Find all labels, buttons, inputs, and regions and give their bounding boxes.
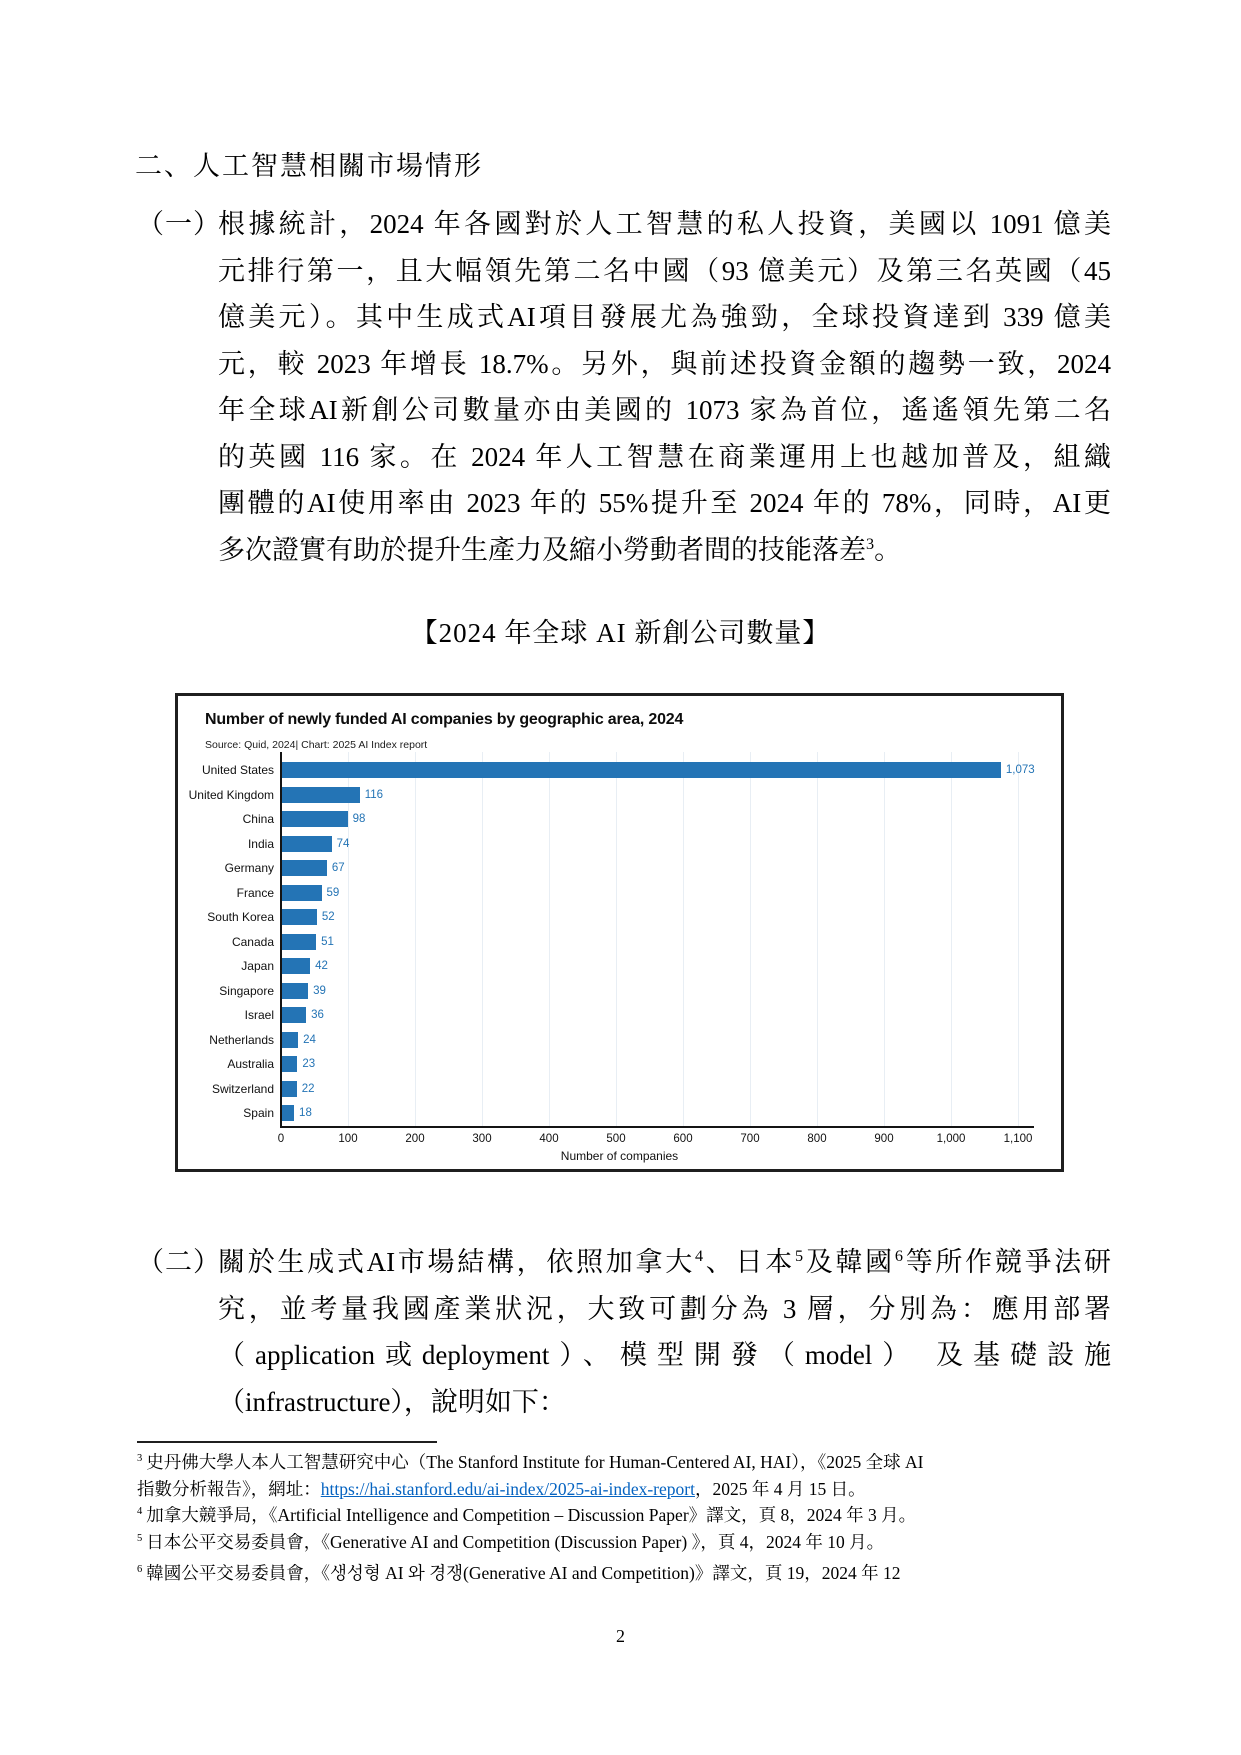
footnote-5-marker: 5 xyxy=(137,1532,143,1544)
category-label: France xyxy=(236,885,274,900)
footnote-ref-3: 3 xyxy=(866,534,875,553)
bar xyxy=(282,1081,297,1097)
bar-value-label: 1,073 xyxy=(1005,764,1035,777)
chart-bar-row xyxy=(178,1028,1046,1053)
footnote-6 xyxy=(137,1560,1117,1587)
bar xyxy=(282,836,332,852)
paragraph-2 xyxy=(134,1239,1111,1425)
footnotes xyxy=(137,1449,1117,1587)
paragraph-1-marker: （一） xyxy=(137,209,221,239)
footnote-3-text: ，2025 年 4 月 15 日。 xyxy=(694,1478,866,1499)
paragraph-2-marker: （二） xyxy=(137,1247,221,1277)
chart-bar-row xyxy=(178,954,1046,979)
bar-value-label: 59 xyxy=(326,886,340,899)
bar-track xyxy=(282,983,1046,999)
chart-bar-row xyxy=(178,832,1046,857)
chart-title: Number of newly funded AI companies by geographic area, 2024 xyxy=(205,711,684,728)
chart-bar-row xyxy=(178,758,1046,783)
paragraph-2-text: 及韓國 xyxy=(803,1247,895,1277)
footnote-6-marker: 6 xyxy=(137,1564,143,1576)
bar-value-label: 51 xyxy=(321,935,334,948)
bar xyxy=(282,885,322,901)
x-tick-label: 200 xyxy=(405,1133,425,1145)
chart-bar-row xyxy=(178,1101,1046,1126)
bar-value-label: 23 xyxy=(302,1058,316,1071)
footnote-separator xyxy=(137,1441,437,1443)
category-label: United Kingdom xyxy=(188,787,274,802)
paragraph-2-text: 、日本 xyxy=(703,1247,795,1277)
paragraph-1-line xyxy=(218,527,1111,574)
bar-track xyxy=(282,860,1046,876)
bar-track xyxy=(282,811,1046,827)
category-label: Israel xyxy=(244,1008,274,1023)
chart-bar-row xyxy=(178,783,1046,808)
chart-bar-row xyxy=(178,881,1046,906)
paragraph-1-last-text: 多次證實有助於提升生產力及縮小勞動者間的技能落差 xyxy=(218,534,866,565)
bar-track xyxy=(282,787,1046,803)
chart-xticks xyxy=(277,1133,1033,1147)
bar-track xyxy=(282,1105,1046,1121)
x-tick-label: 600 xyxy=(673,1133,693,1145)
bar-value-label: 67 xyxy=(331,862,345,875)
paragraph-2-line: （application或deployment）、模型開發（model） 及基礎設施 xyxy=(218,1340,1111,1370)
paragraph-2-text: 關於生成式AI市場結構，依照加拿大 xyxy=(218,1247,695,1277)
chart-source: Source: Quid, 2024| Chart: 2025 AI Index report xyxy=(205,739,428,751)
bar-value-label: 22 xyxy=(301,1082,315,1095)
x-tick-label: 1,100 xyxy=(1003,1133,1033,1145)
bar-track xyxy=(282,762,1046,778)
chart-bar-row xyxy=(178,979,1046,1004)
paragraph-1 xyxy=(134,201,1111,573)
footnote-ref-5: 5 xyxy=(794,1247,804,1265)
footnote-ref-6: 6 xyxy=(894,1247,903,1265)
bar-track xyxy=(282,958,1046,974)
paragraph-1-line: 根據統計，2024 年各國對於人工智慧的私人投資，美國以 1091 億美 xyxy=(218,209,1111,239)
bar xyxy=(282,1032,298,1048)
bar-track xyxy=(282,1032,1046,1048)
category-label: Spain xyxy=(243,1106,274,1121)
bar-track xyxy=(282,1007,1046,1023)
bar-value-label: 98 xyxy=(352,813,366,826)
paragraph-1-line: 年全球AI新創公司數量亦由美國的 1073 家為首位，遙遙領先第二名 xyxy=(218,395,1111,425)
bar-value-label: 39 xyxy=(313,984,326,997)
category-label: Switzerland xyxy=(211,1081,274,1096)
footnote-3-line-1 xyxy=(137,1449,1117,1476)
bar-track xyxy=(282,836,1046,852)
category-label: Netherlands xyxy=(209,1032,274,1047)
bar xyxy=(282,934,316,950)
bar-track xyxy=(282,1056,1046,1072)
footnote-6-text: 韓國公平交易委員會，《생성형 AI 와 경쟁(Generative AI and Competition)》譯文，頁 19，2024 年 12 xyxy=(146,1563,901,1583)
paragraph-1-line: 億美元）。其中生成式AI項目發展尤為強勁，全球投資達到 339 億美 xyxy=(218,302,1111,332)
footnote-3-text: 指數分析報告》，網址： xyxy=(137,1478,321,1499)
chart-rows xyxy=(178,758,1046,1126)
bar-track xyxy=(282,885,1046,901)
x-tick-label: 800 xyxy=(807,1133,827,1145)
bar-value-label: 116 xyxy=(364,788,384,801)
chart-bar-row xyxy=(178,1003,1046,1028)
bar-value-label: 52 xyxy=(321,911,335,924)
footnote-5 xyxy=(137,1529,1117,1556)
chart-bar-row xyxy=(178,905,1046,930)
paragraph-1-last-punct: 。 xyxy=(874,534,902,565)
bar xyxy=(282,860,327,876)
bar xyxy=(282,983,308,999)
chart-x-axis-line xyxy=(281,1126,1034,1128)
category-label: Japan xyxy=(241,959,274,974)
chart-bar-row xyxy=(178,856,1046,881)
x-tick-label: 900 xyxy=(874,1133,894,1145)
section-heading: 二、人工智慧相關市場情形 xyxy=(135,151,483,181)
x-tick-label: 400 xyxy=(539,1133,559,1145)
bar-track xyxy=(282,909,1046,925)
bar-value-label: 74 xyxy=(336,837,350,850)
category-label: Germany xyxy=(224,861,274,876)
bar-value-label: 36 xyxy=(311,1009,324,1022)
category-label: Singapore xyxy=(219,983,274,998)
paragraph-1-line: 元排行第一，且大幅領先第二名中國（93 億美元）及第三名英國（45 xyxy=(218,255,1111,286)
bar-track xyxy=(282,934,1046,950)
footnote-4-marker: 4 xyxy=(137,1506,143,1518)
paragraph-2-line: （infrastructure），說明如下： xyxy=(218,1386,566,1417)
footnote-4-text: 加拿大競爭局，《Artificial Intelligence and Competition – Discussion Paper》譯文，頁 8，2024 年 3 月。 xyxy=(146,1505,917,1525)
bar-value-label: 24 xyxy=(303,1033,316,1046)
x-tick-label: 1,000 xyxy=(936,1133,966,1145)
paragraph-1-line: 的英國 116 家。在 2024 年人工智慧在商業運用上也越加普及，組織 xyxy=(218,441,1111,472)
footnote-5-text: 日本公平交易委員會，《Generative AI and Competition (Discussion Paper) 》，頁 4，2024 年 10 月。 xyxy=(146,1531,885,1552)
figure-title: 【2024 年全球 AI 新創公司數量】 xyxy=(410,618,831,648)
chart-bar-row xyxy=(178,1077,1046,1102)
paragraph-1-line: 元，較 2023 年增長 18.7%。另外，與前述投資金額的趨勢一致，2024 xyxy=(218,348,1111,379)
bar xyxy=(282,1007,306,1023)
bar xyxy=(282,1056,297,1072)
footnote-3-line-2 xyxy=(137,1476,1117,1503)
category-label: India xyxy=(247,836,274,851)
bar-value-label: 42 xyxy=(315,960,328,973)
paragraph-2-line xyxy=(218,1239,1111,1286)
paragraph-2-line: 究，並考量我國產業狀況，大致可劃分為 3 層，分別為：應用部署 xyxy=(218,1293,1111,1324)
bar xyxy=(282,958,310,974)
category-label: Canada xyxy=(231,934,274,949)
bar-value-label: 18 xyxy=(299,1107,312,1120)
bar xyxy=(282,1105,294,1121)
paragraph-1-line: 團體的AI使用率由 2023 年的 55%提升至 2024 年的 78%，同時，AI更 xyxy=(218,488,1111,518)
chart-bar-row xyxy=(178,930,1046,955)
x-tick-label: 100 xyxy=(338,1133,358,1145)
paragraph-2-text: 等所作競爭法研 xyxy=(903,1247,1112,1277)
footnote-3-marker: 3 xyxy=(137,1453,143,1465)
footnote-3-hyperlink[interactable]: https://hai.stanford.edu/ai-index/2025-ai-index-report xyxy=(320,1478,695,1499)
footnote-3-text: 史丹佛大學人本人工智慧研究中心（The Stanford Institute for Human-Centered AI, HAI），《2025 全球 AI xyxy=(146,1452,924,1472)
x-tick-label: 0 xyxy=(277,1133,285,1145)
footnote-ref-4: 4 xyxy=(694,1247,704,1265)
bar xyxy=(282,909,317,925)
bar xyxy=(282,762,1001,778)
category-label: Australia xyxy=(227,1057,274,1072)
category-label: United States xyxy=(201,763,274,778)
x-tick-label: 300 xyxy=(472,1133,492,1145)
chart-bar-row xyxy=(178,807,1046,832)
chart-bar-row xyxy=(178,1052,1046,1077)
page-number: 2 xyxy=(616,1626,625,1646)
bar xyxy=(282,787,360,803)
category-label: South Korea xyxy=(207,910,274,925)
bar xyxy=(282,811,348,827)
x-tick-label: 500 xyxy=(606,1133,626,1145)
x-tick-label: 700 xyxy=(740,1133,760,1145)
bar-track xyxy=(282,1081,1046,1097)
footnote-4 xyxy=(137,1502,1117,1529)
chart-x-axis-title: Number of companies xyxy=(560,1149,679,1163)
category-label: China xyxy=(242,812,274,827)
bar-chart xyxy=(175,693,1064,1172)
